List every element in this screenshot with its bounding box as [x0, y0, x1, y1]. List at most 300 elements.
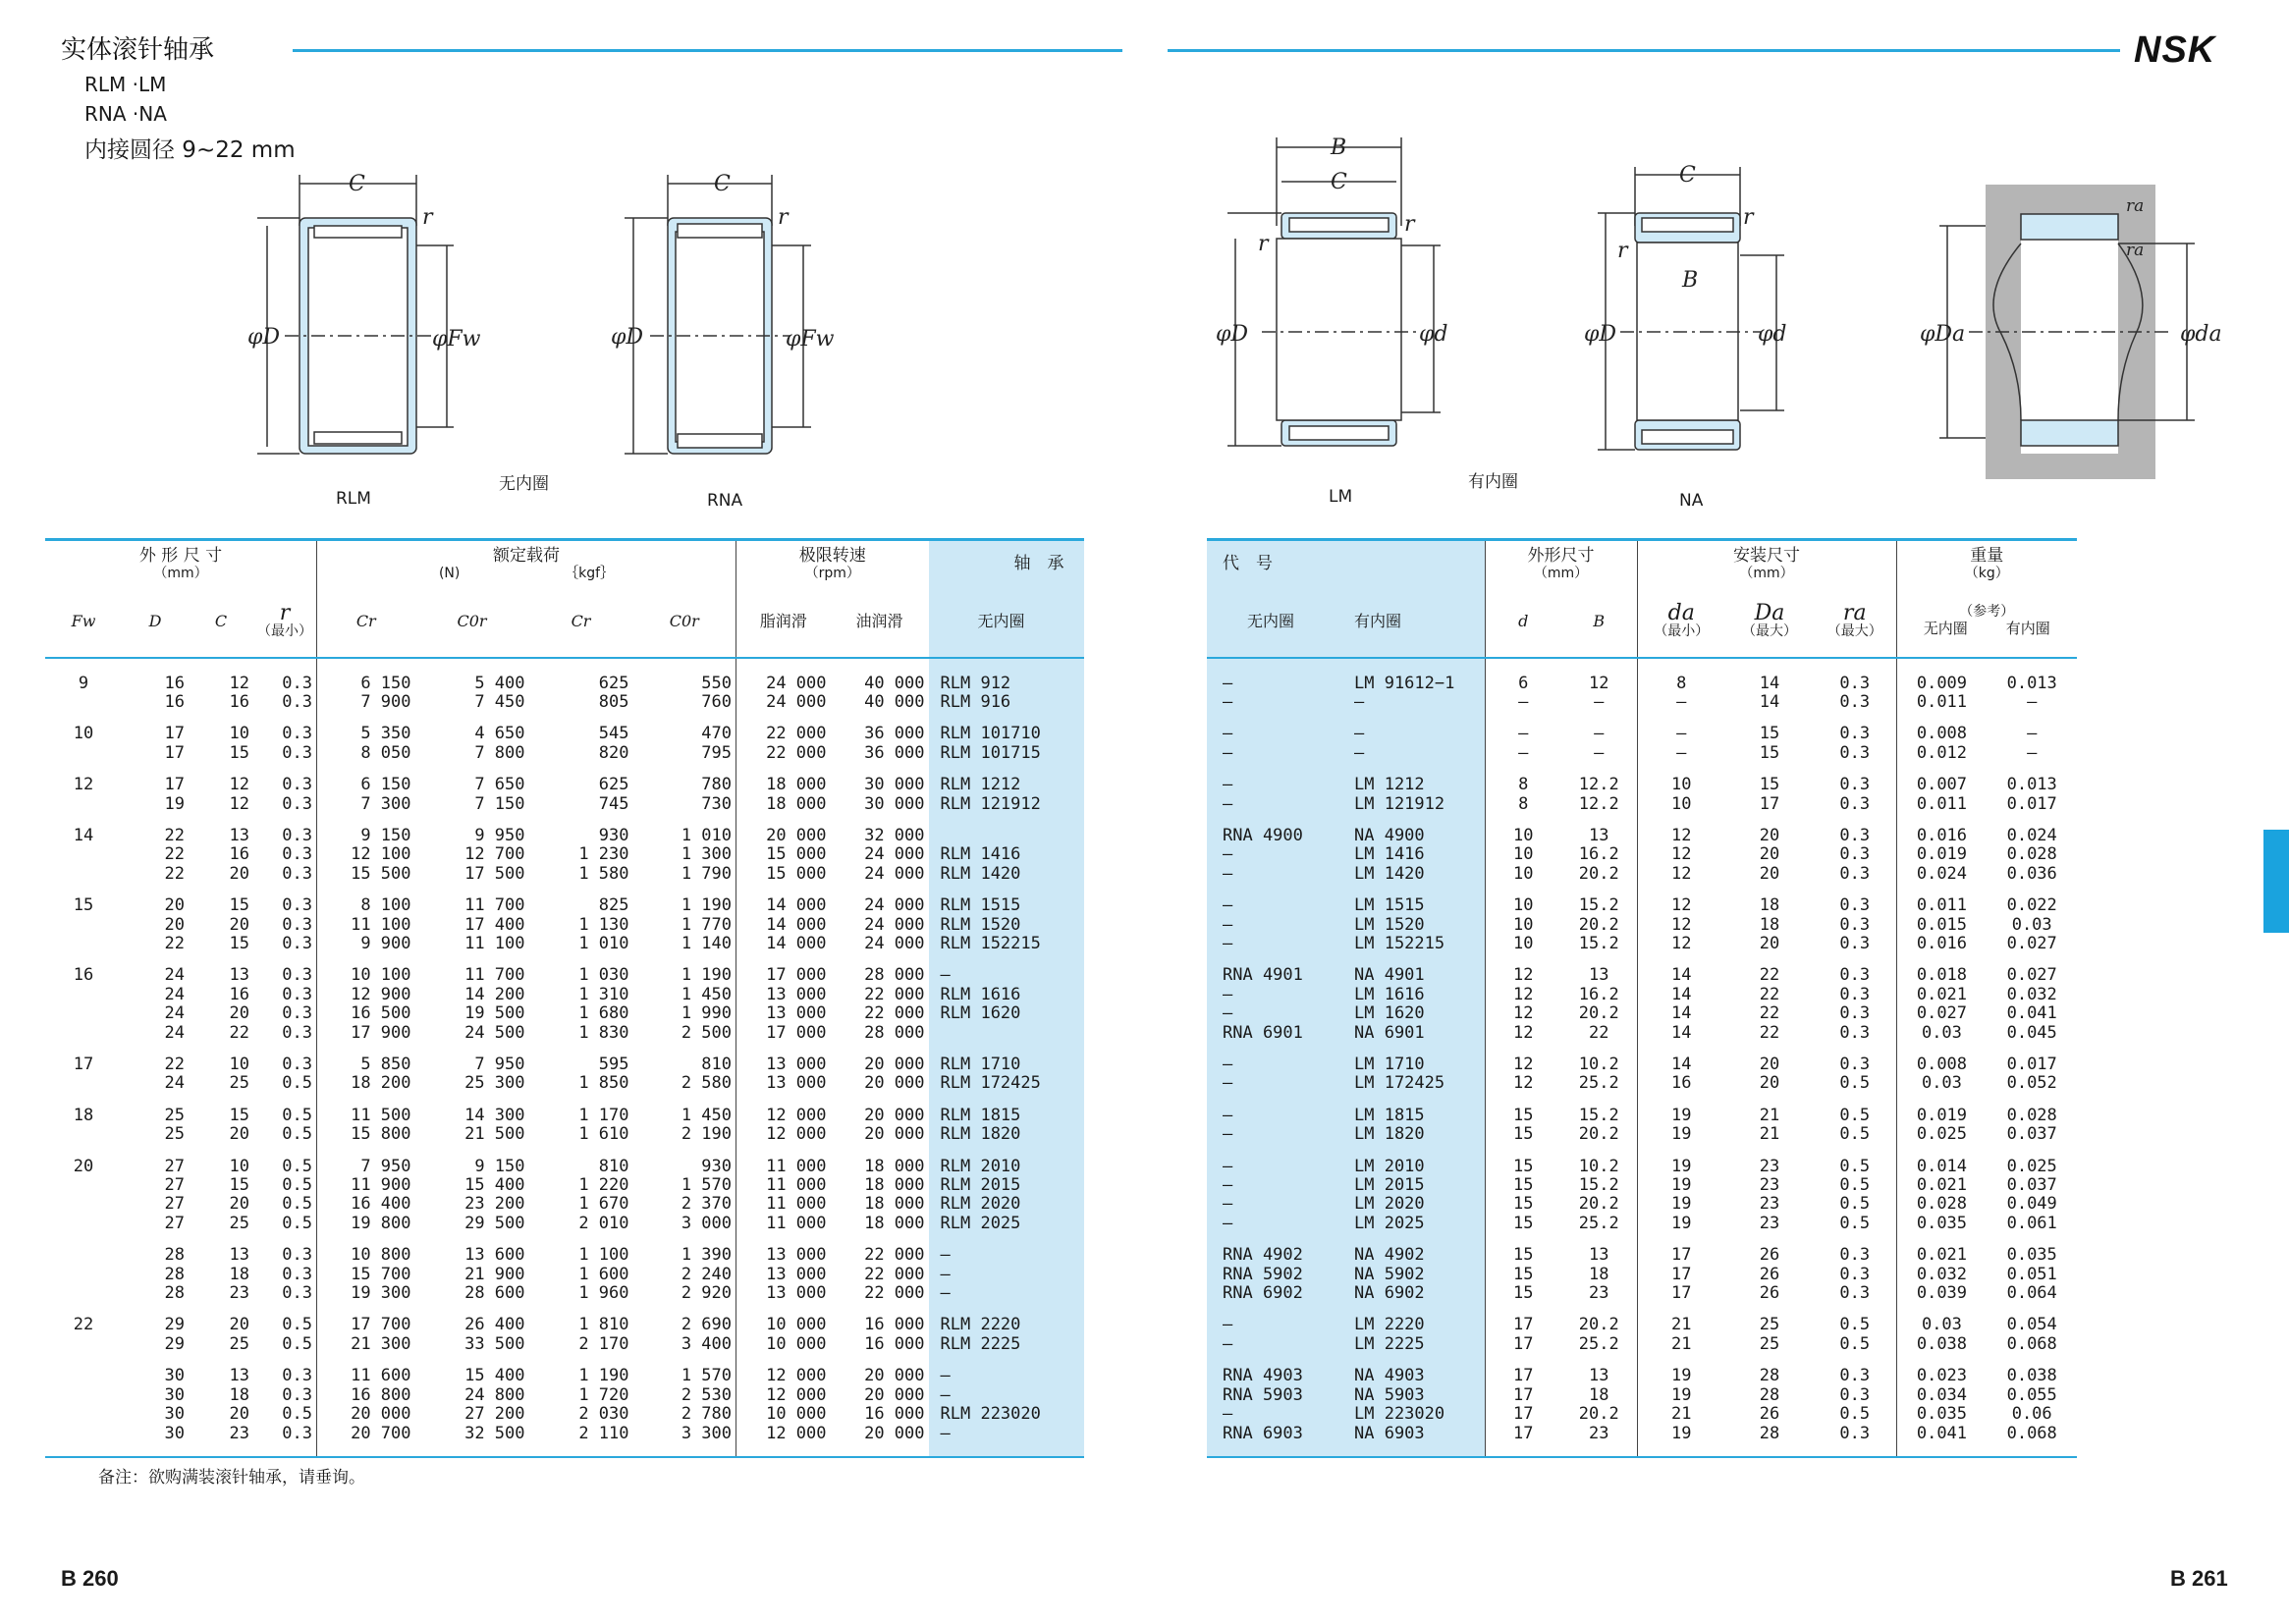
code-with-inner-cell: LM 1520 [1335, 916, 1485, 935]
table-row [1207, 1195, 2077, 1214]
weight-no-inner-cell: 0.016 [1896, 935, 1987, 953]
c0r-n-cell: 24 800 [464, 1384, 525, 1405]
fw-cell: 20 [73, 1156, 94, 1176]
ra-cell: 0.3 [1839, 863, 1871, 884]
bearing-code-cell: RLM 1616 [929, 986, 1084, 1004]
r-cell: 0.5 [282, 1194, 313, 1215]
cr-kgf-cell: 1 010 [578, 933, 629, 953]
table-row [45, 884, 1084, 915]
c-cell: 20 [229, 1003, 249, 1024]
d-cell: 12 [1485, 986, 1561, 1004]
col-da: da （最小） [1637, 587, 1725, 658]
table-row [1207, 845, 2077, 864]
cr-n-cell: 18 200 [317, 1074, 415, 1093]
da-big-cell: 22 [1759, 1022, 1780, 1043]
c-cell: 25 [229, 1333, 249, 1354]
da-big-cell: 23 [1759, 1156, 1780, 1176]
fw-cell [45, 1405, 122, 1424]
fw-cell [45, 1004, 122, 1023]
da-big-cell: 26 [1759, 1245, 1780, 1266]
cr-kgf-cell: 1 580 [578, 863, 629, 884]
table-row [1207, 1215, 2077, 1233]
weight-no-inner-cell: 0.034 [1896, 1386, 1987, 1405]
b-cell: 23 [1589, 1423, 1609, 1443]
code-with-inner-cell: LM 1416 [1335, 845, 1485, 864]
da-big-cell: 18 [1759, 895, 1780, 916]
grease-speed-cell: 10 000 [736, 1303, 831, 1334]
weight-no-inner-cell: 0.039 [1896, 1284, 1987, 1303]
d-cell: 19 [164, 793, 185, 814]
c-cell: 20 [229, 863, 249, 884]
c0r-n-cell: 7 450 [474, 691, 525, 712]
fw-cell: 22 [73, 1315, 94, 1335]
cr-n-cell: 15 700 [317, 1266, 415, 1284]
c0r-n-cell: 17 500 [464, 863, 525, 884]
c0r-kgf-cell: 1 570 [681, 1366, 733, 1386]
b-cell: 25.2 [1578, 1333, 1619, 1354]
code-no-inner-cell: RNA 4902 [1207, 1233, 1335, 1265]
da-cell: 19 [1637, 1145, 1725, 1176]
da-big-cell: 20 [1759, 863, 1780, 884]
c0r-kgf-cell: 1 450 [681, 1105, 733, 1125]
da-big-cell: 23 [1759, 1194, 1780, 1215]
r-cell: 0.3 [282, 1055, 313, 1074]
cr-n-cell: 21 300 [317, 1335, 415, 1354]
weight-no-inner-cell: 0.021 [1896, 1233, 1987, 1265]
bearing-code-cell: RLM 121912 [929, 795, 1084, 814]
r-cell: 0.3 [282, 895, 313, 916]
table-row [45, 1354, 1084, 1385]
d-cell: 15 [1485, 1215, 1561, 1233]
fw-cell: 15 [73, 895, 94, 916]
code-with-inner-cell: NA 5902 [1335, 1266, 1485, 1284]
b-cell: 10.2 [1578, 1156, 1619, 1176]
code-with-inner-cell: LM 223020 [1335, 1405, 1485, 1424]
da-cell: 19 [1637, 1176, 1725, 1195]
r-cell: 0.5 [282, 1124, 313, 1145]
col-cr-kgf: Cr [529, 587, 633, 658]
ra-cell: 0.3 [1839, 1022, 1871, 1043]
col-fw: Fw [45, 587, 122, 658]
weight-no-inner-cell: 0.03 [1896, 1074, 1987, 1093]
code-with-inner-cell: LM 1212 [1335, 763, 1485, 794]
code-no-inner-cell: — [1207, 1004, 1335, 1023]
da-cell: 12 [1637, 935, 1725, 953]
da-big-cell: 26 [1759, 1283, 1780, 1304]
code-no-inner-cell: — [1207, 916, 1335, 935]
col-da-big: Da （最大） [1725, 587, 1814, 658]
weight-no-inner-cell: 0.016 [1896, 814, 1987, 845]
no-inner-caption: 无内圈 [499, 474, 549, 494]
na-caption: NA [1679, 491, 1704, 511]
cr-n-cell: 19 300 [317, 1284, 415, 1303]
grease-speed-cell: 11 000 [736, 1176, 831, 1195]
table-row [45, 795, 1084, 814]
bearing-code-cell: RLM 2015 [929, 1176, 1084, 1195]
weight-with-inner-cell: 0.017 [2006, 1055, 2057, 1074]
d-cell: 10 [1485, 935, 1561, 953]
col-code-with-inner: 有内圈 [1335, 587, 1485, 658]
table-row [1207, 1176, 2077, 1195]
d-cell: 12 [1485, 1074, 1561, 1093]
weight-with-inner-cell: 0.024 [2006, 825, 2057, 845]
cr-n-cell: 16 800 [317, 1386, 415, 1405]
da-cell: 19 [1637, 1354, 1725, 1385]
d-cell: 10 [1485, 845, 1561, 864]
code-with-inner-cell: LM 1815 [1335, 1094, 1485, 1125]
weight-no-inner-cell: 0.011 [1896, 884, 1987, 915]
c0r-n-cell: 11 100 [464, 933, 525, 953]
da-cell: 12 [1637, 884, 1725, 915]
weight-no-inner-cell: 0.007 [1896, 763, 1987, 794]
r-cell: 0.3 [282, 775, 313, 795]
ra-cell: 0.5 [1839, 1073, 1871, 1094]
b-cell: — [1594, 691, 1605, 712]
cr-n-cell: 11 100 [317, 916, 415, 935]
bearing-code-cell: RLM 2020 [929, 1195, 1084, 1214]
weight-with-inner-cell: 0.037 [2006, 1175, 2057, 1196]
table-row [45, 693, 1084, 712]
fw-cell [45, 1125, 122, 1144]
table-row [1207, 1074, 2077, 1093]
c0r-n-cell: 13 600 [464, 1245, 525, 1266]
c0r-n-cell: 4 650 [474, 724, 525, 744]
code-with-inner-cell: LM 1616 [1335, 986, 1485, 1004]
weight-no-inner-cell: 0.035 [1896, 1215, 1987, 1233]
oil-speed-cell: 18 000 [864, 1175, 925, 1196]
table-row [45, 1233, 1084, 1265]
da-big-cell: 20 [1759, 933, 1780, 953]
b-cell: 20.2 [1578, 1194, 1619, 1215]
weight-with-inner-cell: 0.055 [2006, 1384, 2057, 1405]
da-big-cell: 20 [1759, 1073, 1780, 1094]
load-group-header: 额定载荷 (N) ｛kgf｝ [317, 540, 736, 587]
weight-with-inner-cell: — [2027, 691, 2038, 712]
cr-kgf-cell: 2 110 [578, 1423, 629, 1443]
bearing-code-cell: — [929, 1233, 1084, 1265]
ra-cell: 0.3 [1839, 1055, 1871, 1074]
lm-r-label-1: r [1404, 212, 1415, 237]
c-cell: 10 [229, 724, 249, 744]
d-cell: 8 [1485, 763, 1561, 794]
c-cell: 22 [229, 1022, 249, 1043]
weight-no-inner-cell: 0.024 [1896, 865, 1987, 884]
table-row [45, 763, 1084, 794]
table-row [45, 916, 1084, 935]
cr-kgf-cell: 1 720 [578, 1384, 629, 1405]
code-with-inner-cell: NA 4903 [1335, 1354, 1485, 1385]
table-row [45, 865, 1084, 884]
da-cell: — [1637, 744, 1725, 763]
r-cell: 0.3 [282, 673, 313, 693]
c0r-kgf-cell: 1 990 [681, 1003, 733, 1024]
cr-kgf-cell: 1 680 [578, 1003, 629, 1024]
page-title: 实体滚针轴承 [61, 35, 215, 65]
da-cell: 21 [1637, 1335, 1725, 1354]
r-cell: 0.5 [282, 1213, 313, 1233]
da-cell: 10 [1637, 795, 1725, 814]
code-no-inner-cell: — [1207, 1176, 1335, 1195]
weight-no-inner-cell: 0.015 [1896, 916, 1987, 935]
col-c: C [189, 587, 253, 658]
oil-speed-cell: 28 000 [864, 965, 925, 986]
oil-speed-cell: 16 000 [864, 1404, 925, 1425]
ra-cell: 0.3 [1839, 1366, 1871, 1386]
code-no-inner-cell: — [1207, 1145, 1335, 1176]
r-cell: 0.3 [282, 1283, 313, 1304]
fw-cell [45, 1354, 122, 1385]
da-cell: 19 [1637, 1195, 1725, 1214]
d-cell: 17 [1485, 1386, 1561, 1405]
cr-n-cell: 20 700 [317, 1425, 415, 1443]
d-cell: 22 [164, 863, 185, 884]
c0r-n-cell: 25 300 [464, 1073, 525, 1094]
c0r-n-cell: 9 950 [474, 825, 525, 845]
grease-speed-cell: 13 000 [736, 1284, 831, 1303]
weight-with-inner-cell: 0.068 [2006, 1333, 2057, 1354]
da-big-cell: 22 [1759, 1003, 1780, 1024]
table-row [45, 1284, 1084, 1303]
table-row [45, 935, 1084, 953]
r-cell: 0.3 [282, 933, 313, 953]
bearing-code-cell: RLM 172425 [929, 1074, 1084, 1093]
weight-with-inner-cell: 0.027 [2006, 933, 2057, 953]
na-b-label: B [1682, 268, 1699, 293]
d-cell: 15 [1485, 1266, 1561, 1284]
oil-speed-cell: 24 000 [864, 863, 925, 884]
cr-kgf-cell: 2 030 [578, 1404, 629, 1425]
table-row [1207, 1425, 2077, 1443]
code-with-inner-cell: LM 91612−1 [1335, 658, 1485, 693]
c0r-kgf-cell: 2 690 [681, 1315, 733, 1335]
na-phi-d-big-label: φD [1584, 322, 1617, 347]
bearing-code-cell: — [929, 1284, 1084, 1303]
ra-cell: 0.3 [1839, 673, 1871, 693]
bearing-code-cell: — [929, 1425, 1084, 1443]
cr-kgf-cell: 625 [598, 673, 629, 693]
code-group-header: 代 号 [1207, 540, 1485, 587]
c-cell: 15 [229, 895, 249, 916]
da-cell: 12 [1637, 814, 1725, 845]
d-cell: 12 [1485, 953, 1561, 985]
cr-n-cell: 5 850 [317, 1043, 415, 1074]
cr-n-cell: 20 000 [317, 1405, 415, 1424]
d-cell: 12 [1485, 1004, 1561, 1023]
code-no-inner-cell: RNA 6903 [1207, 1425, 1335, 1443]
c0r-n-cell: 28 600 [464, 1283, 525, 1304]
b-cell: 20.2 [1578, 863, 1619, 884]
weight-no-inner-cell: 0.019 [1896, 1094, 1987, 1125]
c0r-kgf-cell: 1 190 [681, 965, 733, 986]
left-page [0, 0, 1144, 1624]
da-cell: 14 [1637, 1043, 1725, 1074]
oil-speed-cell: 24 000 [864, 844, 925, 865]
cr-kgf-cell: 825 [598, 895, 629, 916]
ra-cell: 0.5 [1839, 1194, 1871, 1215]
grease-speed-cell: 10 000 [736, 1335, 831, 1354]
cr-kgf-cell: 1 170 [578, 1105, 629, 1125]
fw-cell: 10 [73, 724, 94, 744]
fw-cell [45, 1233, 122, 1265]
ra-cell: 0.5 [1839, 1156, 1871, 1176]
bearing-group-header: 轴 承 [929, 540, 1084, 587]
da-big-cell: 15 [1759, 742, 1780, 763]
mount-ra-label-1: ra [2126, 196, 2145, 216]
code-no-inner-cell: — [1207, 986, 1335, 1004]
specs-body-left [45, 658, 1084, 1457]
ra-cell: 0.3 [1839, 691, 1871, 712]
oil-speed-cell: 24 000 [864, 933, 925, 953]
c0r-n-cell: 23 200 [464, 1194, 525, 1215]
table-row [1207, 814, 2077, 845]
c-cell: 12 [229, 775, 249, 795]
c-cell: 12 [229, 793, 249, 814]
c0r-n-cell: 5 400 [474, 673, 525, 693]
code-with-inner-cell: LM 1710 [1335, 1043, 1485, 1074]
code-with-inner-cell: NA 6902 [1335, 1284, 1485, 1303]
table-row [1207, 795, 2077, 814]
table-row [45, 1266, 1084, 1284]
cr-n-cell: 7 950 [317, 1145, 415, 1176]
oil-speed-cell: 28 000 [864, 1022, 925, 1043]
weight-with-inner-cell: 0.038 [2006, 1366, 2057, 1386]
b-cell: 12 [1589, 673, 1609, 693]
grease-speed-cell: 13 000 [736, 986, 831, 1004]
da-cell: 19 [1637, 1386, 1725, 1405]
weight-with-inner-cell: 0.036 [2006, 863, 2057, 884]
bearing-code-cell: — [929, 953, 1084, 985]
cr-n-cell: 19 800 [317, 1215, 415, 1233]
code-no-inner-cell: — [1207, 795, 1335, 814]
d-cell: 15 [1485, 1094, 1561, 1125]
code-with-inner-cell: — [1335, 712, 1485, 743]
c0r-kgf-cell: 1 450 [681, 984, 733, 1004]
da-cell: 12 [1637, 916, 1725, 935]
grease-speed-cell: 12 000 [736, 1094, 831, 1125]
col-code-no-inner: 无内圈 [1207, 587, 1335, 658]
c0r-kgf-cell: 1 770 [681, 914, 733, 935]
table-row [1207, 1266, 2077, 1284]
code-with-inner-cell: NA 4900 [1335, 814, 1485, 845]
code-no-inner-cell: — [1207, 1074, 1335, 1093]
code-no-inner-cell: — [1207, 1125, 1335, 1144]
cr-kgf-cell: 820 [598, 742, 629, 763]
col-b: B [1561, 587, 1637, 658]
c0r-n-cell: 12 700 [464, 844, 525, 865]
d-cell: 10 [1485, 916, 1561, 935]
fw-cell [45, 916, 122, 935]
c-cell: 20 [229, 914, 249, 935]
c0r-n-cell: 33 500 [464, 1333, 525, 1354]
dims-group-header-right: 外形尺寸 （mm） [1485, 540, 1637, 587]
table-row [45, 712, 1084, 743]
grease-speed-cell: 13 000 [736, 1043, 831, 1074]
bearing-code-cell: RLM 1620 [929, 1004, 1084, 1023]
oil-speed-cell: 30 000 [864, 775, 925, 795]
cr-n-cell: 11 600 [317, 1354, 415, 1385]
bearing-code-cell: RLM 101715 [929, 744, 1084, 763]
nsk-logo: NSK [2134, 29, 2216, 71]
c0r-kgf-cell: 3 000 [681, 1213, 733, 1233]
grease-speed-cell: 11 000 [736, 1215, 831, 1233]
bearing-code-cell: RLM 1520 [929, 916, 1084, 935]
da-cell: 14 [1637, 1024, 1725, 1043]
cr-n-cell: 15 500 [317, 865, 415, 884]
c0r-kgf-cell: 1 790 [681, 863, 733, 884]
cr-kgf-cell: 1 190 [578, 1366, 629, 1386]
bearing-code-cell: RLM 1710 [929, 1043, 1084, 1074]
d-cell: 20 [164, 914, 185, 935]
b-cell: — [1594, 724, 1605, 744]
weight-no-inner-cell: 0.008 [1896, 1043, 1987, 1074]
ra-cell: 0.5 [1839, 1213, 1871, 1233]
r-cell: 0.3 [282, 691, 313, 712]
b-cell: 13 [1589, 1366, 1609, 1386]
code-no-inner-cell: RNA 6901 [1207, 1024, 1335, 1043]
b-cell: 20.2 [1578, 1124, 1619, 1145]
d-cell: 20 [164, 895, 185, 916]
code-with-inner-cell: LM 1420 [1335, 865, 1485, 884]
d-cell: 28 [164, 1283, 185, 1304]
cr-kgf-cell: 595 [598, 1055, 629, 1074]
da-big-cell: 21 [1759, 1124, 1780, 1145]
cr-kgf-cell: 1 220 [578, 1175, 629, 1196]
oil-speed-cell: 20 000 [864, 1073, 925, 1094]
da-cell: 12 [1637, 845, 1725, 864]
d-cell: 8 [1485, 795, 1561, 814]
c-cell: 12 [229, 673, 249, 693]
table-row [1207, 1284, 2077, 1303]
code-no-inner-cell: RNA 4901 [1207, 953, 1335, 985]
rlm-phi-fw-label: φFw [432, 327, 481, 352]
cr-n-cell: 6 150 [317, 763, 415, 794]
c0r-kgf-cell: 810 [701, 1055, 733, 1074]
weight-no-inner-cell: 0.019 [1896, 845, 1987, 864]
lm-c-label: C [1331, 170, 1347, 194]
r-cell: 0.3 [282, 1366, 313, 1386]
c-cell: 18 [229, 1264, 249, 1284]
r-cell: 0.3 [282, 825, 313, 845]
weight-with-inner-cell: 0.027 [2006, 965, 2057, 986]
fw-cell: 18 [73, 1105, 94, 1125]
oil-speed-cell: 36 000 [864, 742, 925, 763]
d-cell: 12 [1485, 1043, 1561, 1074]
da-cell: 14 [1637, 986, 1725, 1004]
d-cell: — [1485, 712, 1561, 743]
cr-kgf-cell: 1 600 [578, 1264, 629, 1284]
weight-with-inner-cell: 0.037 [2006, 1124, 2057, 1145]
cr-kgf-cell: 805 [598, 691, 629, 712]
rna-r-label: r [778, 205, 789, 230]
oil-speed-cell: 20 000 [864, 1055, 925, 1074]
weight-with-inner-cell: 0.068 [2006, 1423, 2057, 1443]
table-row [1207, 1335, 2077, 1354]
d-cell: 15 [1485, 1145, 1561, 1176]
d-cell: 27 [164, 1156, 185, 1176]
fw-cell [45, 935, 122, 953]
bearing-drawings-right [1144, 0, 2289, 530]
ra-cell: 0.3 [1839, 1384, 1871, 1405]
oil-speed-cell: 22 000 [864, 1283, 925, 1304]
c0r-kgf-cell: 550 [701, 673, 733, 693]
table-row [1207, 1145, 2077, 1176]
bearing-code-cell: RLM 1416 [929, 845, 1084, 864]
cr-kgf-cell: 1 830 [578, 1022, 629, 1043]
r-cell: 0.3 [282, 1264, 313, 1284]
table-row [1207, 916, 2077, 935]
cr-kgf-cell: 2 170 [578, 1333, 629, 1354]
weight-with-inner-cell: 0.028 [2006, 1105, 2057, 1125]
